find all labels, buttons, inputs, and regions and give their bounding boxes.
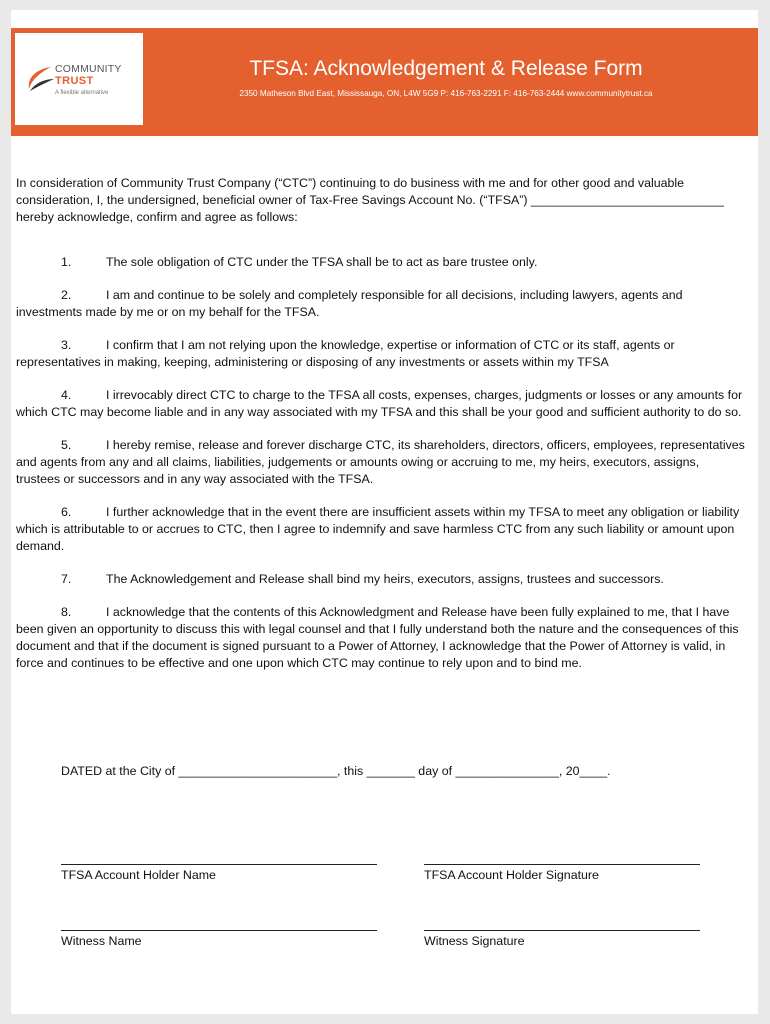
clause-number: 7. xyxy=(61,572,72,586)
dated-line[interactable]: DATED at the City of _______________________, this _______ day of _______________, 20____. xyxy=(61,764,611,778)
clause-text: The Acknowledgement and Release shall bind my heirs, executors, assigns, trustees and successors. xyxy=(106,572,664,586)
clause-8 xyxy=(16,604,746,672)
witness-name-field[interactable] xyxy=(61,914,377,931)
witness-signature-label: Witness Signature xyxy=(424,934,525,948)
clause-number: 4. xyxy=(61,388,72,402)
clause-1 xyxy=(16,254,746,271)
witness-name-block xyxy=(61,914,377,948)
form-header xyxy=(11,28,758,136)
clause-number: 6. xyxy=(61,505,72,519)
holder-name-label: TFSA Account Holder Name xyxy=(61,868,216,882)
clause-text: I am and continue to be solely and completely responsible for all decisions, including lawyers, agents and investments made by me or on my behalf for the TFSA. xyxy=(16,288,683,319)
holder-name-block xyxy=(61,848,377,882)
logo-line1: COMMUNITY xyxy=(55,63,122,75)
clause-6 xyxy=(16,504,746,555)
clause-2 xyxy=(16,287,746,321)
clause-text: I hereby remise, release and forever discharge CTC, its shareholders, directors, officers, employees, representatives and agents from any and all claims, liabilities, judgements or amounts owing or accruing to me, my heirs, executors, assigns, trustees or successors and in any way associated with the TFSA. xyxy=(16,438,745,486)
holder-signature-block xyxy=(424,848,700,882)
clause-number: 2. xyxy=(61,288,72,302)
clause-number: 5. xyxy=(61,438,72,452)
logo-tagline: A flexible alternative xyxy=(55,90,109,96)
clause-text: I confirm that I am not relying upon the knowledge, expertise or information of CTC or its staff, agents or representatives in making, keeping, administering or disposing of any investments or assets within my TFSA xyxy=(16,338,675,369)
clause-text: I acknowledge that the contents of this Acknowledgment and Release have been fully explained to me, that I have been given an opportunity to discuss this with legal counsel and that I fully understand both the nature and the consequences of this document and that if the document is signed pursuant to a Power of Attorney, I acknowledge that the Power of Attorney is valid, in force and continues to be effective and one upon which CTC may continue to rely upon and to bind me. xyxy=(16,605,739,670)
holder-signature-field[interactable] xyxy=(424,848,700,865)
form-title: TFSA: Acknowledgement & Release Form xyxy=(249,57,643,80)
witness-signature-block xyxy=(424,914,700,948)
company-address: 2350 Matheson Blvd East, Mississauga, ON, L4W 5G9 P: 416-763-2291 F: 416-763-2444 www.communitytrust.ca xyxy=(239,89,653,98)
community-trust-swoosh-icon xyxy=(21,61,57,97)
clause-number: 8. xyxy=(61,605,72,619)
clause-number: 1. xyxy=(61,255,72,269)
holder-signature-label: TFSA Account Holder Signature xyxy=(424,868,599,882)
clause-text: I further acknowledge that in the event there are insufficient assets within my TFSA to meet any obligation or liability which is attributable to or accrues to CTC, then I agree to indemnify and save harmless CTC from any such liability or amount upon demand. xyxy=(16,505,740,553)
clause-text: I irrevocably direct CTC to charge to the TFSA all costs, expenses, charges, judgments or losses or any amounts for which CTC may become liable and in any way associated with my TFSA and this shall be your good and sufficient authority to do so. xyxy=(16,388,743,419)
witness-signature-field[interactable] xyxy=(424,914,700,931)
witness-name-label: Witness Name xyxy=(61,934,142,948)
logo-line2: TRUST xyxy=(55,75,94,87)
company-logo xyxy=(15,33,143,125)
clause-7 xyxy=(16,571,746,588)
holder-name-field[interactable] xyxy=(61,848,377,865)
form-body xyxy=(16,175,746,688)
document-page xyxy=(11,10,758,1014)
intro-paragraph: In consideration of Community Trust Company (“CTC”) continuing to do business with me and for other good and valuable consideration, I, the undersigned, beneficial owner of Tax-Free Savings Account No. (“TFSA”) ____________________________ hereby acknowledge, confirm and agree as follows: xyxy=(16,176,724,224)
clause-4 xyxy=(16,387,746,421)
clause-text: The sole obligation of CTC under the TFSA shall be to act as bare trustee only. xyxy=(106,255,538,269)
clause-number: 3. xyxy=(61,338,72,352)
clause-5 xyxy=(16,437,746,488)
clause-3 xyxy=(16,337,746,371)
